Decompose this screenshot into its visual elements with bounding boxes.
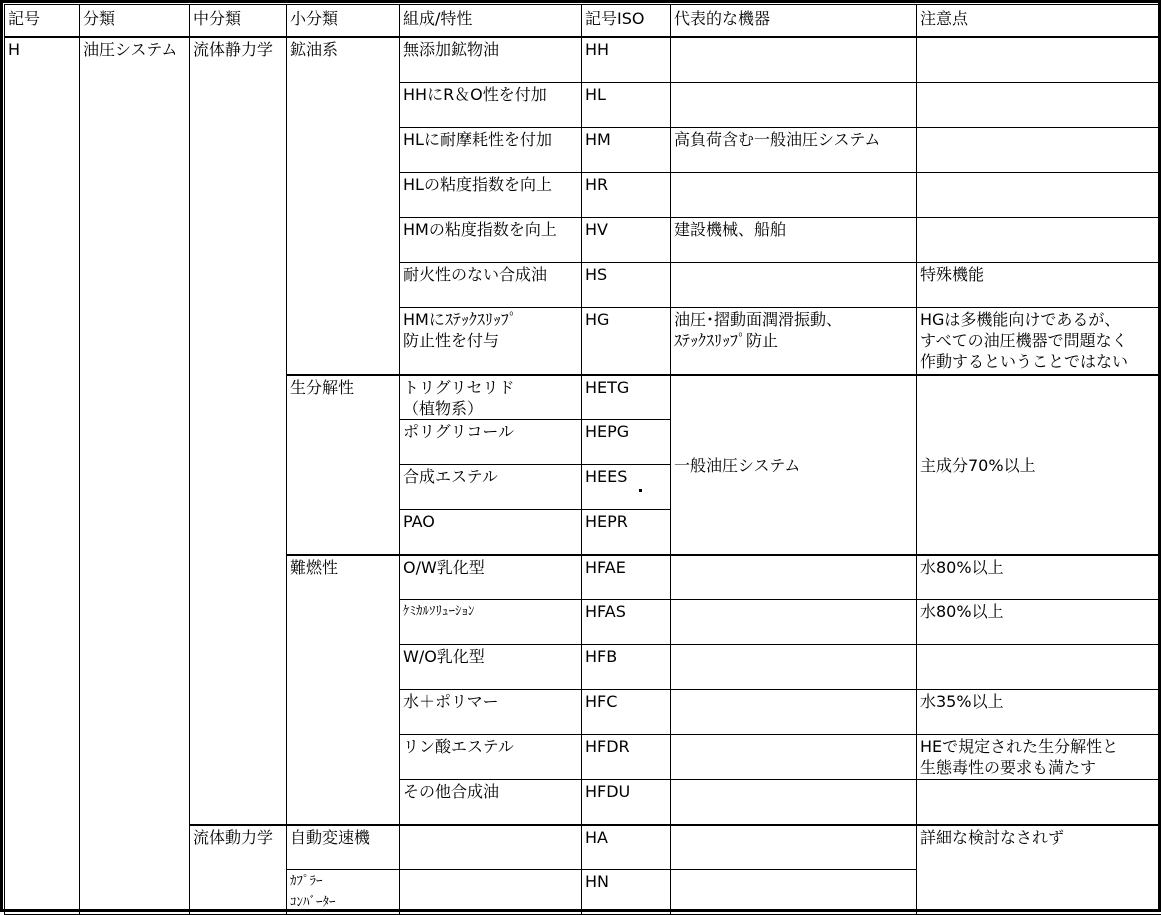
table-row	[5, 37, 1161, 82]
note-line: 生態毒性の要求も満たす	[920, 758, 1096, 777]
equipment-cell	[671, 172, 917, 217]
sub-category-line: ｶﾌﾟﾗｰ	[290, 874, 323, 889]
composition-cell	[400, 375, 582, 420]
iso-symbol-cell: HFC	[582, 690, 671, 735]
iso-symbol-cell: HL	[582, 82, 671, 127]
equipment-cell	[671, 690, 917, 735]
sub-category-line: ｺﾝﾊﾞｰﾀｰ	[290, 895, 336, 910]
iso-symbol-cell: HEPR	[582, 510, 671, 555]
iso-symbol-cell: HFDR	[582, 735, 671, 780]
iso-symbol-cell: HEES	[582, 465, 671, 510]
header-notes: 注意点	[917, 5, 1161, 38]
iso-symbol-cell: HV	[582, 217, 671, 262]
composition-cell	[400, 870, 582, 915]
iso-symbol-cell: HFB	[582, 645, 671, 690]
note-line: 作動するということではない	[920, 352, 1128, 371]
composition-line: HMにｽﾃｯｸｽﾘｯﾌﾟ	[403, 310, 517, 329]
iso-symbol-cell: HA	[582, 825, 671, 870]
group-category-cell: 油圧システム	[80, 37, 190, 915]
note-cell: 水35%以上	[917, 690, 1161, 735]
iso-symbol-cell: HFDU	[582, 780, 671, 825]
header-iso-symbol: 記号ISO	[582, 5, 671, 38]
mid-category-hydrostatic: 流体静力学	[190, 37, 287, 825]
iso-symbol-cell: HS	[582, 262, 671, 307]
note-cell	[917, 735, 1161, 780]
composition-cell: PAO	[400, 510, 582, 555]
mid-category-hydrodynamic: 流体動力学	[190, 825, 287, 915]
iso-lubricant-table	[4, 4, 1161, 915]
equipment-cell	[671, 780, 917, 825]
note-cell	[917, 645, 1161, 690]
iso-symbol-cell: HETG	[582, 375, 671, 420]
equipment-cell: 一般油圧システム	[671, 375, 917, 555]
note-line: HGは多機能向けであるが、	[920, 310, 1120, 329]
equipment-cell	[671, 870, 917, 915]
composition-cell: HHにR＆O性を付加	[400, 82, 582, 127]
composition-cell: 水＋ポリマー	[400, 690, 582, 735]
note-cell	[917, 780, 1161, 825]
header-symbol: 記号	[5, 5, 80, 38]
composition-cell: 耐火性のない合成油	[400, 262, 582, 307]
equipment-cell: 建設機械、船舶	[671, 217, 917, 262]
composition-cell: 無添加鉱物油	[400, 37, 582, 82]
equipment-cell	[671, 82, 917, 127]
note-cell: 特殊機能	[917, 262, 1161, 307]
iso-symbol-cell: HM	[582, 127, 671, 172]
equipment-cell	[671, 555, 917, 600]
header-composition: 組成/特性	[400, 5, 582, 38]
note-cell	[917, 82, 1161, 127]
note-cell: 主成分70%以上	[917, 375, 1161, 555]
equipment-cell	[671, 600, 917, 645]
note-cell	[917, 172, 1161, 217]
note-cell: 水80%以上	[917, 555, 1161, 600]
iso-symbol-cell: HFAS	[582, 600, 671, 645]
composition-cell	[400, 825, 582, 870]
composition-cell: ポリグリコール	[400, 420, 582, 465]
composition-line: 防止性を付与	[403, 331, 499, 350]
header-mid-category: 中分類	[190, 5, 287, 38]
composition-cell: リン酸エステル	[400, 735, 582, 780]
header-sub-category: 小分類	[287, 5, 400, 38]
composition-cell	[400, 307, 582, 375]
iso-symbol-cell: HH	[582, 37, 671, 82]
equipment-cell	[671, 37, 917, 82]
equipment-cell: 高負荷含む一般油圧システム	[671, 127, 917, 172]
composition-cell: W/O乳化型	[400, 645, 582, 690]
equipment-cell	[671, 262, 917, 307]
note-cell	[917, 127, 1161, 172]
equipment-cell	[671, 735, 917, 780]
sub-category-auto-transmission: 自動変速機	[287, 825, 400, 870]
equipment-line: 油圧･摺動面潤滑振動、	[674, 310, 842, 329]
note-cell	[917, 37, 1161, 82]
sub-category-biodegradable: 生分解性	[287, 375, 400, 555]
stray-dot-mark	[639, 489, 642, 492]
note-cell	[917, 307, 1161, 375]
note-cell: 水80%以上	[917, 600, 1161, 645]
iso-symbol-cell: HFAE	[582, 555, 671, 600]
note-line: HEで規定された生分解性と	[920, 737, 1118, 756]
iso-symbol-cell: HR	[582, 172, 671, 217]
note-cell	[917, 217, 1161, 262]
equipment-cell	[671, 307, 917, 375]
composition-cell: HLの粘度指数を向上	[400, 172, 582, 217]
composition-cell: 合成エステル	[400, 465, 582, 510]
composition-cell: その他合成油	[400, 780, 582, 825]
composition-cell: O/W乳化型	[400, 555, 582, 600]
composition-cell: HMの粘度指数を向上	[400, 217, 582, 262]
composition-line: トリグリセリド	[403, 378, 515, 397]
iso-symbol-cell: HN	[582, 870, 671, 915]
note-cell: 詳細な検討なされず	[917, 825, 1161, 915]
sub-category-mineral: 鉱油系	[287, 37, 400, 375]
header-row	[5, 5, 1161, 38]
composition-cell: ｹﾐｶﾙｿﾘｭｰｼｮﾝ	[400, 600, 582, 645]
equipment-line: ｽﾃｯｸｽﾘｯﾌﾟ防止	[674, 331, 778, 350]
composition-cell: HLに耐摩耗性を付加	[400, 127, 582, 172]
iso-symbol-cell: HG	[582, 307, 671, 375]
header-category: 分類	[80, 5, 190, 38]
sub-category-coupler	[287, 870, 400, 915]
sub-category-flame-resistant: 難燃性	[287, 555, 400, 825]
equipment-cell	[671, 645, 917, 690]
composition-line: （植物系）	[403, 399, 483, 418]
equipment-cell	[671, 825, 917, 870]
note-line: すべての油圧機器で問題なく	[920, 331, 1128, 350]
iso-symbol-cell: HEPG	[582, 420, 671, 465]
header-equipment: 代表的な機器	[671, 5, 917, 38]
group-symbol-cell: H	[5, 37, 80, 915]
